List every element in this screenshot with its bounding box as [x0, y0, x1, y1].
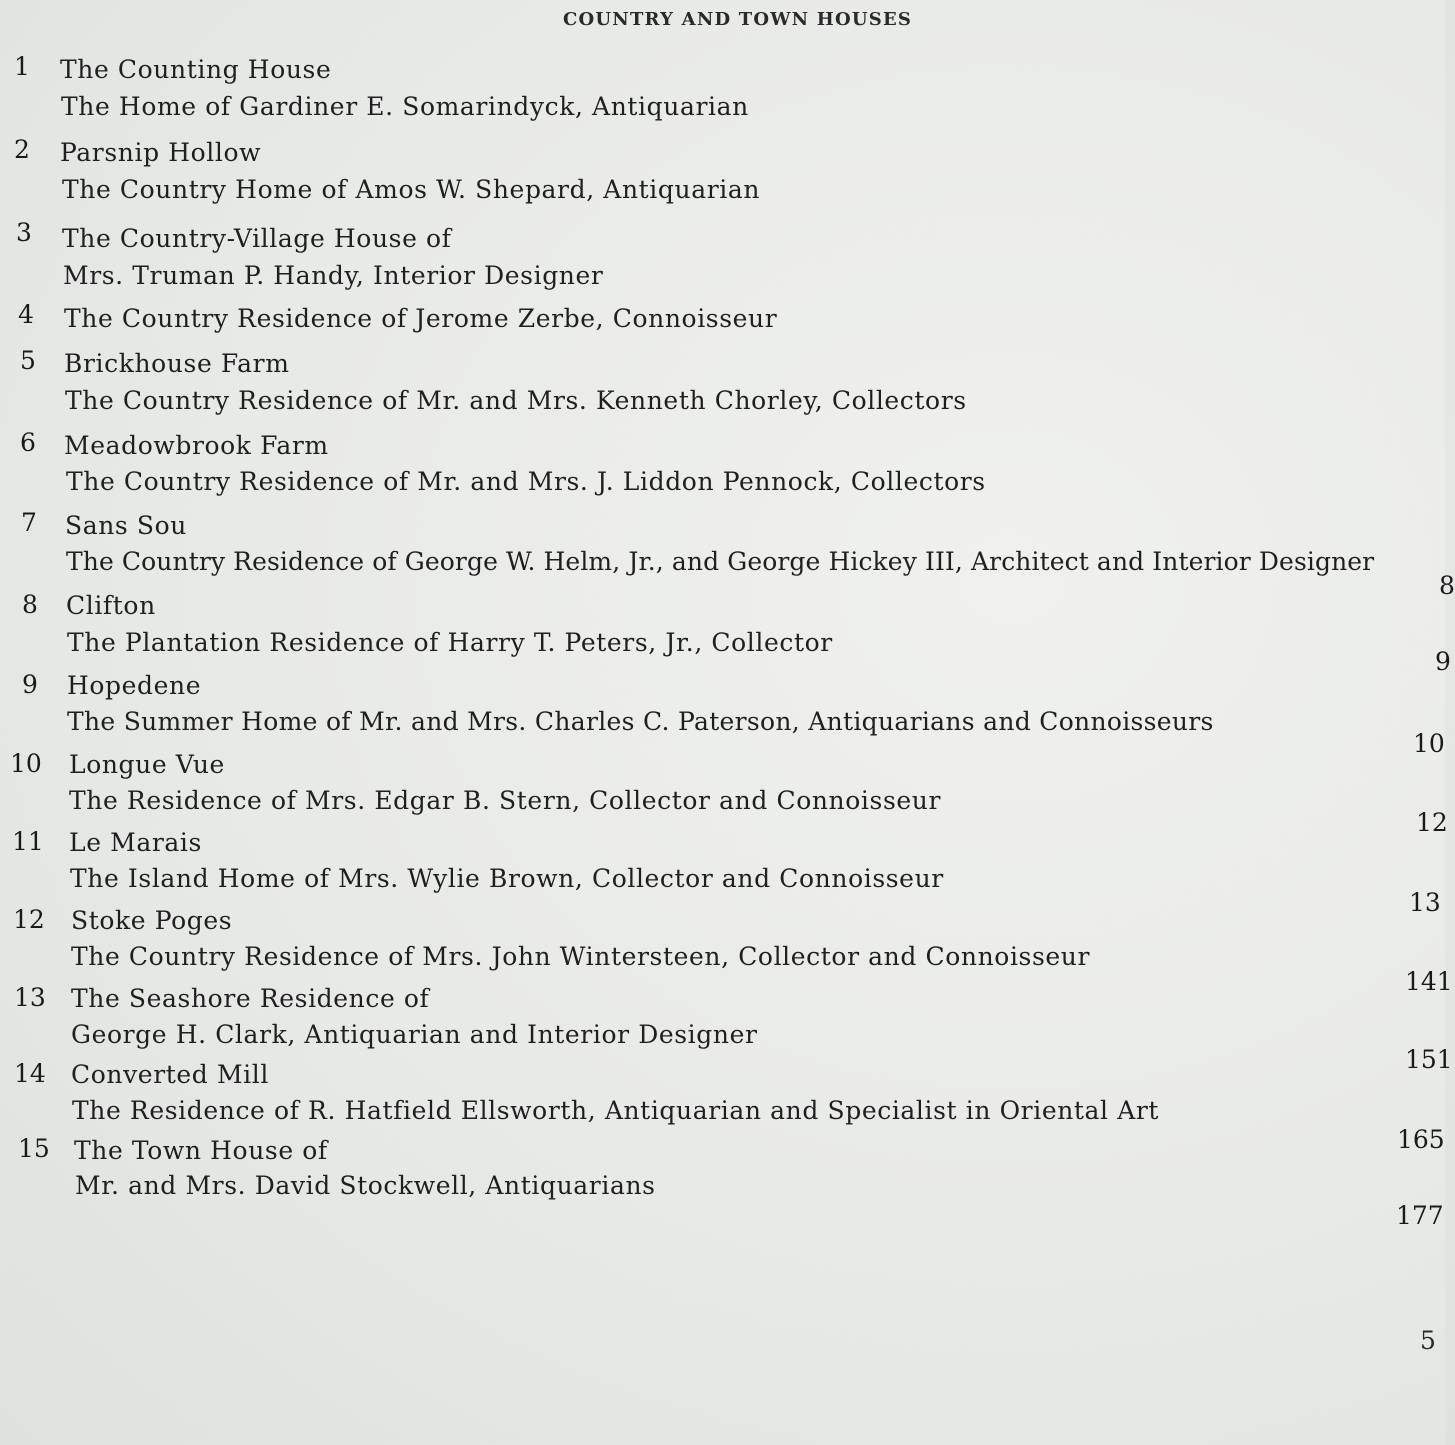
entry-subtitle: Mr. and Mrs. David Stockwell, Antiquarians	[75, 1171, 656, 1200]
entry-page-number: 12	[1416, 808, 1448, 837]
entry-number: 1	[14, 52, 30, 81]
entry-title: Converted Mill	[71, 1060, 269, 1089]
entry-title: The Country Residence of Jerome Zerbe, Connoisseur	[64, 304, 778, 333]
entry-title: The Country-Village House of	[62, 224, 452, 253]
running-header: COUNTRY AND TOWN HOUSES	[563, 9, 913, 30]
entry-number: 12	[13, 905, 45, 934]
entry-number: 13	[14, 983, 46, 1012]
entry-page-number: 9	[1435, 647, 1451, 676]
entry-title: The Seashore Residence of	[71, 984, 430, 1013]
entry-title: Clifton	[66, 591, 156, 620]
entry-subtitle: Mrs. Truman P. Handy, Interior Designer	[63, 261, 604, 290]
entry-subtitle: The Summer Home of Mr. and Mrs. Charles C. Paterson, Antiquarians and Connoisseurs	[67, 707, 1214, 736]
entry-page-number: 141	[1405, 967, 1453, 996]
entry-number: 14	[14, 1059, 46, 1088]
entry-subtitle: The Country Residence of Mr. and Mrs. Kenneth Chorley, Collectors	[65, 386, 967, 415]
entry-title: Parsnip Hollow	[60, 138, 262, 167]
entry-number: 15	[18, 1134, 50, 1163]
entry-page-number: 8	[1439, 571, 1455, 600]
entry-subtitle: The Country Residence of George W. Helm, Jr., and George Hickey III, Architect and Interior Designer	[66, 547, 1375, 576]
entry-number: 9	[22, 670, 38, 699]
entry-subtitle: The Country Home of Amos W. Shepard, Antiquarian	[62, 175, 761, 204]
entry-number: 6	[20, 428, 36, 457]
entry-title: The Town House of	[74, 1136, 328, 1165]
entry-subtitle: The Country Residence of Mr. and Mrs. J. Liddon Pennock, Collectors	[66, 467, 986, 496]
entry-title: Le Marais	[69, 828, 202, 857]
entry-subtitle: George H. Clark, Antiquarian and Interior Designer	[71, 1020, 758, 1049]
entry-page-number: 165	[1397, 1125, 1445, 1154]
entry-subtitle: The Plantation Residence of Harry T. Peters, Jr., Collector	[67, 628, 833, 657]
entry-subtitle: The Home of Gardiner E. Somarindyck, Antiquarian	[61, 92, 749, 121]
entry-subtitle: The Residence of Mrs. Edgar B. Stern, Collector and Connoisseur	[69, 786, 942, 815]
entry-title: Meadowbrook Farm	[64, 431, 329, 460]
entry-page-number: 177	[1396, 1201, 1444, 1230]
entry-number: 8	[22, 590, 38, 619]
entry-number: 3	[16, 218, 32, 247]
entry-page-number: 10	[1413, 729, 1445, 758]
entry-title: Longue Vue	[69, 750, 225, 779]
entry-subtitle: The Residence of R. Hatfield Ellsworth, Antiquarian and Specialist in Oriental Art	[72, 1096, 1160, 1125]
entry-number: 5	[20, 346, 36, 375]
entry-number: 4	[18, 300, 34, 329]
entry-subtitle: The Island Home of Mrs. Wylie Brown, Collector and Connoisseur	[70, 864, 944, 893]
entry-number: 2	[14, 135, 30, 164]
entry-title: Brickhouse Farm	[64, 349, 290, 378]
entry-title: Hopedene	[67, 671, 202, 700]
entry-page-number: 13	[1409, 888, 1441, 917]
page-folio: 5	[1420, 1326, 1436, 1355]
entry-number: 10	[10, 749, 42, 778]
entry-title: The Counting House	[60, 55, 332, 84]
entry-page-number: 151	[1405, 1045, 1453, 1074]
entry-subtitle: The Country Residence of Mrs. John Wintersteen, Collector and Connoisseur	[71, 942, 1091, 971]
entry-number: 7	[21, 508, 37, 537]
entry-number: 11	[12, 827, 44, 856]
entry-title: Sans Sou	[65, 511, 187, 540]
entry-title: Stoke Poges	[71, 906, 233, 935]
